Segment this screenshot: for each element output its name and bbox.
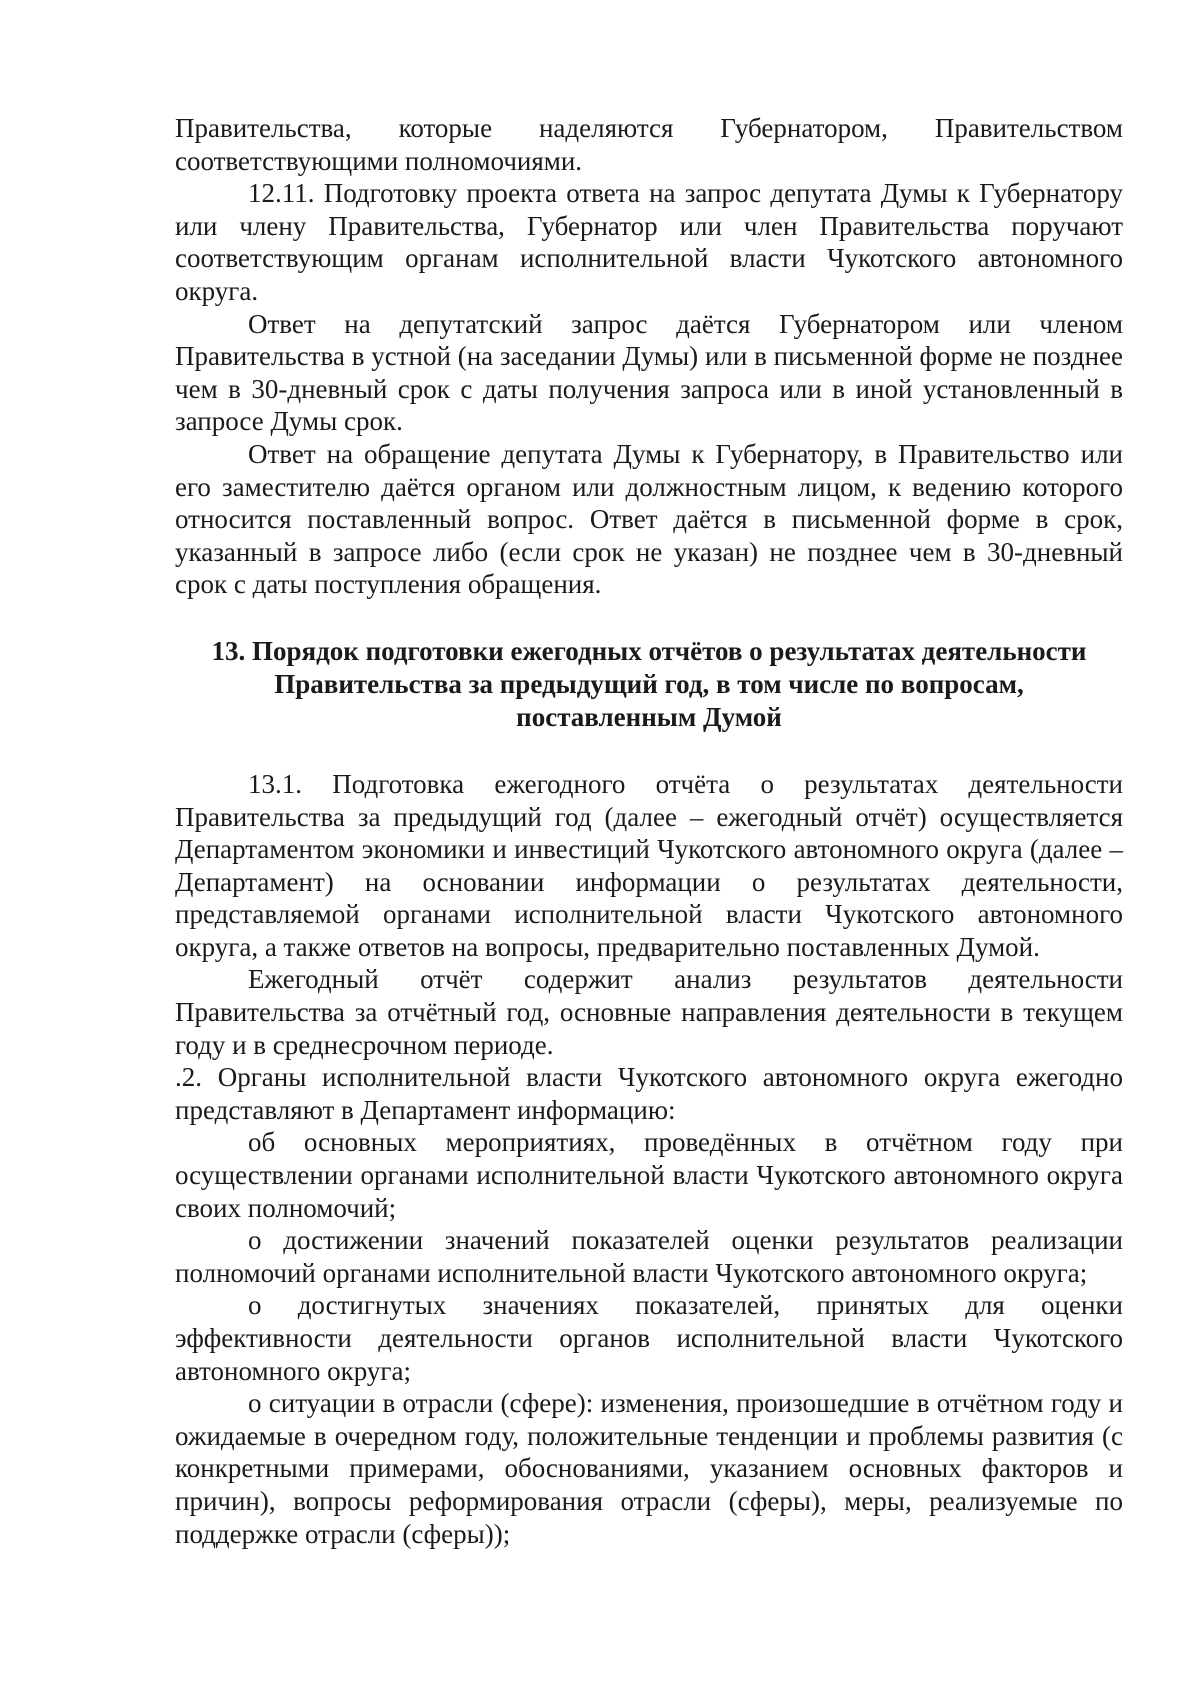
paragraph-13-1: 13.1. Подготовка ежегодного отчёта о результатах деятельности Правительства за предыдущий год (далее – ежегодный отчёт) осуществляется Департаментом экономики и инвестиций Чукотского автономного округа (далее – Департамент) на основании информации о результатах деятельности, представляемой органами исполнительной власти Чукотского автономного округа, а также ответов на вопросы, предварительно поставленных Думой. [175,768,1123,962]
paragraph-deputy-request-answer: Ответ на депутатский запрос даётся Губернатором или членом Правительства в устной (на заседании Думы) или в письменной форме не позднее чем в 30-дневный срок с даты получения запроса или в иной установленный в запросе Думы срок. [175,308,1123,437]
paragraph-12-11: 12.11. Подготовку проекта ответа на запрос депутата Думы к Губернатору или члену Правительства, Губернатор или член Правительства поручают соответствующим органам исполнительной власти Чукотского автономного округа. [175,178,1123,306]
section-heading-line: 13. Порядок подготовки ежегодных отчётов о результатах деятельности [211,635,1087,666]
section-13-heading [175,635,1123,734]
section-heading-line: Правительства за предыдущий год, в том числе по вопросам, [274,668,1024,699]
document-body [175,112,1123,1550]
paragraph-13-2: .2. Органы исполнительной власти Чукотского автономного округа ежегодно представляют в Департамент информацию: [175,1062,1123,1125]
list-item-industry-situation: о ситуации в отрасли (сфере): изменения, произошедшие в отчётном году и ожидаемые в очередном году, положительные тенденции и проблемы развития (с конкретными примерами, обоснованиями, указанием основных факторов и причин), вопросы реформирования отрасли (сферы), меры, реализуемые по поддержке отрасли (сферы)); [175,1388,1123,1549]
list-item-indicator-values: о достижении значений показателей оценки результатов реализации полномочий органами исполнительной власти Чукотского автономного округа; [175,1225,1123,1288]
list-item-efficiency-indicators: о достигнутых значениях показателей, принятых для оценки эффективности деятельности органов исполнительной власти Чукотского автономного округа; [175,1290,1123,1386]
paragraph-deputy-appeal-answer: Ответ на обращение депутата Думы к Губернатору, в Правительство или его заместителю даётся органом или должностным лицом, к ведению которого относится поставленный вопрос. Ответ даётся в письменной форме в срок, указанный в запросе либо (если срок не указан) не позднее чем в 30-дневный срок с даты поступления обращения. [175,438,1123,600]
section-heading-line: поставленным Думой [516,701,782,732]
paragraph-annual-report-content: Ежегодный отчёт содержит анализ результатов деятельности Правительства за отчётный год, основные направления деятельности в текущем году и в среднесрочном периоде. [175,964,1123,1060]
list-item-main-activities: об основных мероприятиях, проведённых в отчётном году при осуществлении органами исполнительной власти Чукотского автономного округа своих полномочий; [175,1127,1123,1223]
paragraph-continuation: Правительства, которые наделяются Губернатором, Правительством соответствующими полномочиями. [175,113,1123,176]
